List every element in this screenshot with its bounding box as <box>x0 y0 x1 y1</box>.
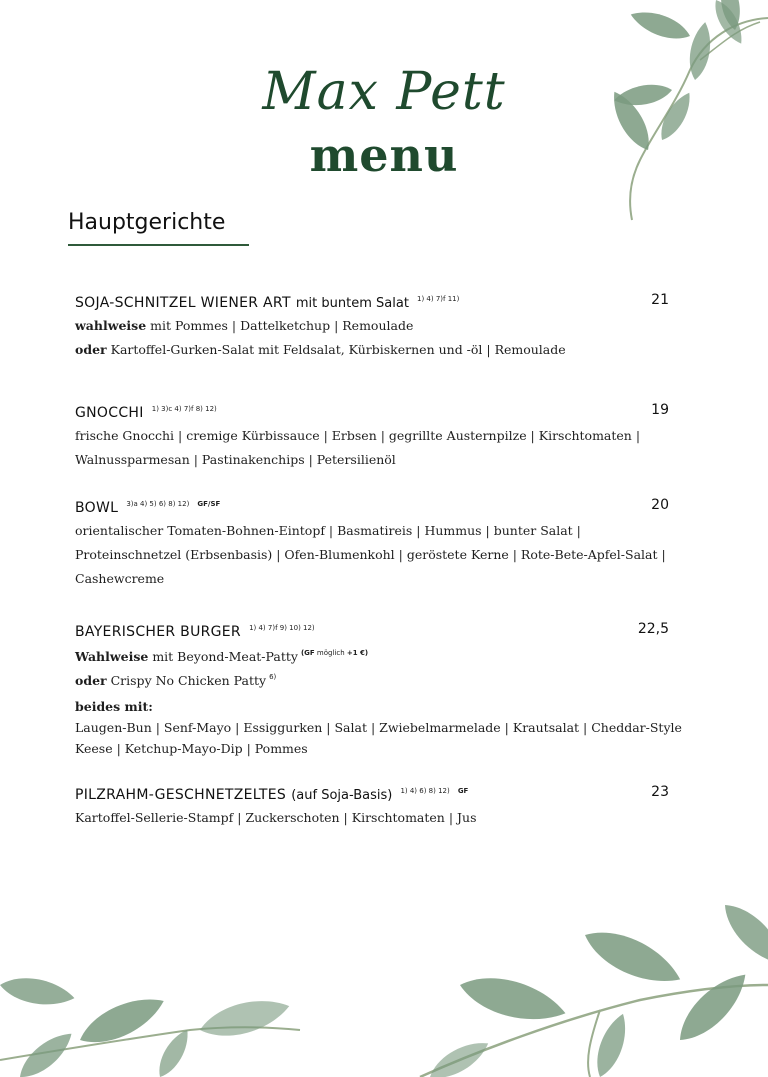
menu-item-gnocchi <box>75 402 673 472</box>
item-name: GNOCCHI <box>75 405 144 421</box>
item-price: 19 <box>651 402 669 418</box>
item-header <box>75 497 673 519</box>
diet-tag: GF <box>457 787 469 795</box>
item-price: 20 <box>651 497 669 513</box>
item-subtitle: (auf Soja-Basis) <box>291 788 393 803</box>
item-description-line: wahlweise mit Pommes | Dattelketchup | Remoulade <box>75 318 414 333</box>
menu-item-bowl <box>75 497 673 591</box>
allergen-codes: 1) 4) 7)f 11) <box>417 295 460 303</box>
menu-item-soja-schnitzel <box>75 292 673 362</box>
allergen-codes: 1) 4) 6) 8) 12) <box>400 787 450 795</box>
item-description-line: Laugen-Bun | Senf-Mayo | Essiggurken | Salat | Zwiebelmarmelade | Krautsalat | Cheddar-Style <box>75 720 682 735</box>
item-name: PILZRAHM-GESCHNETZELTES <box>75 787 287 803</box>
brand-menu-word: menu <box>309 128 459 182</box>
item-description-line: frische Gnocchi | cremige Kürbissauce | Erbsen | gegrillte Austernpilze | Kirschtomaten | <box>75 428 641 443</box>
item-description-line: Walnussparmesan | Pastinakenchips | Petersilienöl <box>75 452 396 467</box>
item-price: 23 <box>651 784 669 800</box>
allergen-codes: 3)a 4) 5) 6) 8) 12) <box>126 500 190 508</box>
item-description-line: Keese | Ketchup-Mayo-Dip | Pommes <box>75 741 308 756</box>
brand-script-logo: Max Pett <box>262 62 506 122</box>
item-description-line: oder Kartoffel-Gurken-Salat mit Feldsalat, Kürbiskernen und -öl | Remoulade <box>75 342 566 357</box>
item-price: 21 <box>651 292 669 308</box>
bottom-left-branch-icon <box>0 973 300 1077</box>
item-choice-line: Wahlweise mit Beyond-Meat-Patty $^{(GF möglich +1 €)}$ <box>75 649 369 664</box>
bottom-right-branch-icon <box>420 895 768 1077</box>
item-name: BOWL <box>75 500 119 516</box>
item-header <box>75 784 673 806</box>
item-alternative-line: oder Crispy No Chicken Patty $^{6)}$ <box>75 673 277 688</box>
item-name: BAYERISCHER BURGER <box>75 624 241 640</box>
allergen-codes: 1) 3)c 4) 7)f 8) 12) <box>151 405 217 413</box>
item-header <box>75 621 673 643</box>
item-subtitle: mit buntem Salat <box>295 296 409 311</box>
item-both-label: beides mit: <box>75 699 153 714</box>
allergen-codes: 1) 4) 7)f 9) 10) 12) <box>249 624 315 632</box>
item-description-line: orientalischer Tomaten-Bohnen-Eintopf | Basmatireis | Hummus | bunter Salat | <box>75 523 581 538</box>
item-header <box>75 402 673 424</box>
section-underline <box>68 244 249 246</box>
item-name: SOJA-SCHNITZEL WIENER ART <box>75 295 291 311</box>
item-description-line: Cashewcreme <box>75 571 165 586</box>
menu-item-pilzrahm-geschnetzeltes <box>75 784 673 830</box>
item-price: 22,5 <box>637 621 669 637</box>
item-header <box>75 292 673 314</box>
section-title: Hauptgerichte <box>68 210 226 235</box>
diet-tag: GF/SF <box>197 500 221 508</box>
item-description-line: Kartoffel-Sellerie-Stampf | Zuckerschoten | Kirschtomaten | Jus <box>75 810 477 825</box>
item-description-line: Proteinschnetzel (Erbsenbasis) | Ofen-Blumenkohl | geröstete Kerne | Rote-Bete-Apfel-Salat | <box>75 547 666 562</box>
menu-item-bayerischer-burger <box>75 621 682 759</box>
